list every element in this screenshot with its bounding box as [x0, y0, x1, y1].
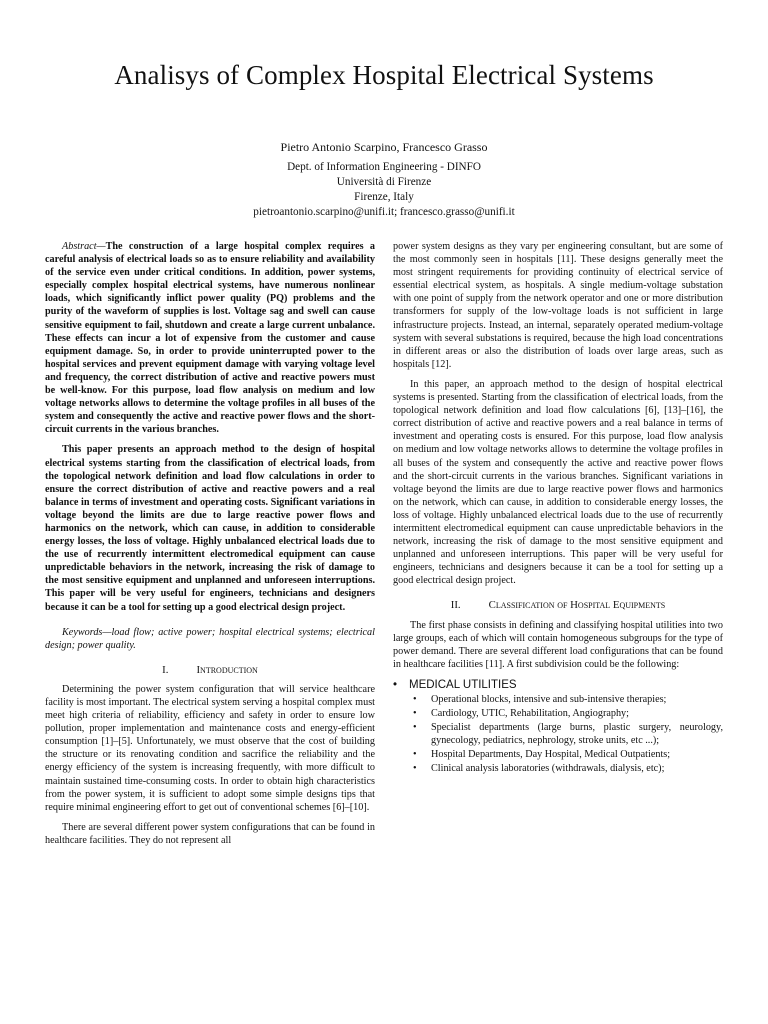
- list-item-text: Clinical analysis laboratories (withdrawals, dialysis, etc);: [431, 763, 665, 775]
- list-item: [409, 693, 723, 706]
- section-title: Classification of Hospital Equipments: [488, 599, 666, 612]
- intro-paragraph-2: There are several different power system configurations that can be found in healthcare facilities. They do not represent all: [45, 821, 375, 846]
- list-item-text: Specialist departments (large burns, plastic surgery, neurology, gynecology, pediatrics, nephrology, stroke units, etc ...);: [431, 722, 723, 747]
- list-heading: [393, 678, 723, 692]
- intro-paragraph-3: In this paper, an approach method to the design of hospital electrical systems is presented. Starting from the classification of electrical loads, from the topological network definition and load flow calculations [6], [13]–[16], the correct distribution of active and reactive powers and a real balance in terms of investment and operating costs is ensured. For this purpose, load flow analysis on medium and low voltage networks allows to determine the voltage profiles in all buses of the system and consequently the active and reactive power flows and the short-circuit currents in the various branches. Significant variations in voltage beyond the limits are due to large reactive power flows and harmonics on the network, which can cause, in addition to considerable energy losses, the loss of voltage. Highly unbalanced electrical loads due to the use of recurrently intermittent electromedical equipment can cause unpredictable behaviors in the network, increasing the risk of damage to the most sensitive equipment and unplanned and unforeseen interruptions. This paper will be very useful for engineers, technicians and designers because it can be a tool for setting up a good electrical design project.: [393, 378, 723, 587]
- medical-utilities-list: [393, 678, 723, 776]
- right-column: [393, 240, 723, 776]
- keywords-dash: —: [102, 626, 112, 638]
- bullet-icon: •: [413, 708, 417, 719]
- author-location: Firenze, Italy: [354, 191, 414, 203]
- list-item: [393, 678, 723, 776]
- bullet-icon: •: [413, 722, 417, 734]
- abstract-dash: —: [96, 241, 106, 252]
- list-heading-text: MEDICAL UTILITIES: [409, 678, 517, 691]
- abstract-text: The construction of a large hospital complex requires a careful analysis of electrical loads so as to ensure reliability and availability of the service even under critical conditions. In addition, power systems, especially complex hospital electrical systems, have numerous nonlinear loads, which significantly inflict power quality (PQ) problems and the purity of the waveform of supplies is lost. Voltage sag and swell can cause sensitive equipment to fail, shutdown and create a large current unbalance. These effects can incur a lot of expensive from the customer and cause equipment damage. So, in order to provide uninterrupted power to the hospital services and prevent equipment damage with varying voltage level and frequency, the correct distribution of active and reactive powers must be well-know. For this purpose, load flow analysis on medium and low voltage networks allows to determine the voltage profiles in all buses of the system and consequently the active and reactive power flows and the short-circuit currents in the various branches.: [45, 241, 375, 436]
- list-item: [409, 762, 723, 775]
- sub-list: [409, 693, 723, 776]
- bullet-icon: •: [413, 763, 417, 775]
- section-heading-introduction: [45, 664, 375, 677]
- author-names: Pietro Antonio Scarpino, Francesco Grasso: [280, 140, 488, 154]
- left-column: [45, 240, 375, 854]
- keywords-paragraph: [45, 626, 375, 652]
- list-item-text: Operational blocks, intensive and sub-intensive therapies;: [431, 693, 667, 705]
- bullet-icon: •: [393, 678, 398, 691]
- keywords-label: Keywords: [62, 626, 103, 638]
- section-title: Introduction: [196, 663, 258, 676]
- abstract-paragraph: [45, 240, 375, 436]
- author-university: Università di Firenze: [336, 176, 432, 188]
- abstract-label: Abstract: [62, 241, 97, 252]
- section-number: II.: [450, 599, 461, 612]
- intro-paragraph-2-continued: power system designs as they vary per engineering consultant, but are some of the most commonly seen in hospitals [11]. These designs generally meet the most stringent requirements for providing continuity of electrical service of essential electrical system, as hospitals. A single medium-voltage substation with one point of supply from the network operator and one or more distribution transformers for supply of the low-voltage loads is not sufficient in large infrastructure projects. Instead, an internal, separately operated medium-voltage system with several substations is required, because the high load concentrations in different areas or also the distribution of loads over large areas, such as hospitals [12].: [393, 241, 723, 370]
- paper-title: Analisys of Complex Hospital Electrical Systems: [114, 60, 654, 90]
- list-item: [409, 707, 723, 720]
- section-number: I.: [162, 663, 169, 676]
- keywords-text: load flow; active power; hospital electrical systems; electrical design; power quality.: [45, 626, 375, 651]
- classification-paragraph-1: The first phase consists in defining and classifying hospital utilities into two large groups, each of which will contain homogeneous subgroups for the type of power demand. There are several different load configurations that can be found in healthcare facilities [11]. A first subdivision could be the following:: [393, 619, 723, 670]
- section-heading-classification: [393, 599, 723, 612]
- author-emails: pietroantonio.scarpino@unifi.it; francesco.grasso@unifi.it: [253, 206, 515, 218]
- list-item-text: Cardiology, UTIC, Rehabilitation, Angiography;: [431, 708, 629, 719]
- abstract-paragraph-2: This paper presents an approach method to the design of hospital electrical systems starting from the classification of electrical loads, from the topological network definition and load flow calculations in order to ensure the correct distribution of active and reactive powers and a real balance in terms of investment and operating costs. Significant variations in voltage beyond the limits are due to large reactive power flows and harmonics on the network, which can cause, in addition to considerable energy losses, the loss of voltage. Highly unbalanced electrical loads due to the use of recurrently intermittent electromedical equipment can cause unpredictable behaviors in the network, increasing the risk of damage to the most sensitive equipment and unplanned and unforeseen interruptions. This paper will be very useful for engineers, technicians and designers because it can be a tool for setting up a good electrical design project.: [45, 444, 375, 613]
- list-item: [409, 721, 723, 747]
- author-department: Dept. of Information Engineering - DINFO: [287, 161, 481, 173]
- bullet-icon: •: [413, 749, 417, 761]
- intro-paragraph-1: Determining the power system configuration that will service healthcare facility is most important. The electrical system serving a hospital complex must meet high criteria of reliability, efficiency and safety in order to ensure low pollution, proper implementation and maintenance costs and energy-efficient consumption [1]–[5]. Unfortunately, we must observe that the cost of building the structure or its renovating condition and sacrifice the reliability and the energy efficiency of the system is increasing frequently, with more difficult to maintain sustained time-consuming costs. In order to obtain high characteristics from the power system, it is sufficient to adopt some simple designs tips that require minimal engineering effort to get out of conventional schemes [6]–[10].: [45, 683, 375, 813]
- author-block: [0, 140, 768, 220]
- bullet-icon: •: [413, 693, 417, 705]
- list-item-text: Hospital Departments, Day Hospital, Medical Outpatients;: [431, 749, 671, 761]
- list-item: [409, 748, 723, 761]
